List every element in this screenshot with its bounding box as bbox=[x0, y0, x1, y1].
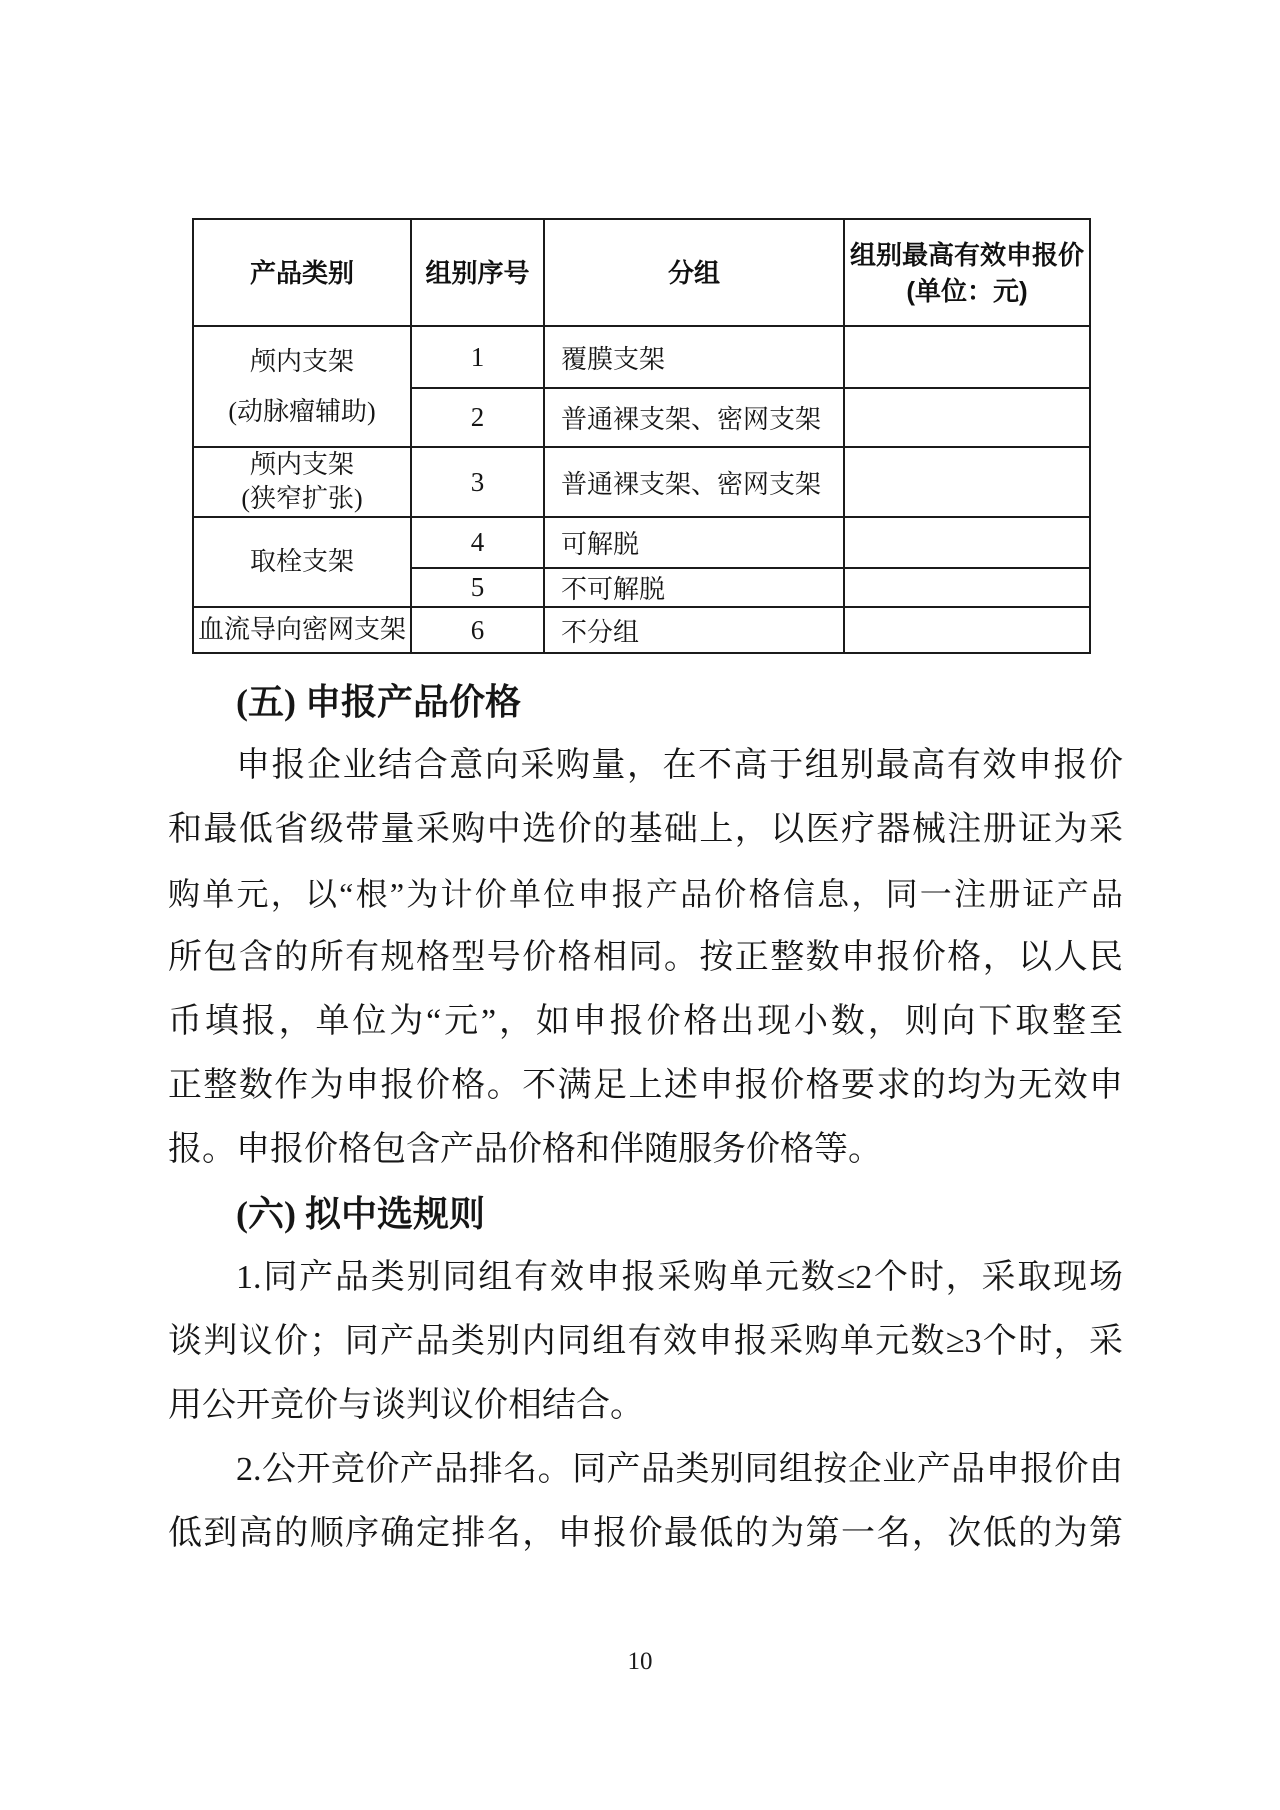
cell-subgroup: 普通裸支架、密网支架 bbox=[544, 447, 844, 517]
cell-category-lines bbox=[194, 329, 410, 445]
cell-category-line1: 颅内支架 bbox=[249, 450, 354, 479]
cell-max-price bbox=[844, 326, 1090, 388]
cell-category-flow-diverter: 血流导向密网支架 bbox=[193, 607, 411, 653]
cell-category-intracranial-aneurysm bbox=[193, 326, 411, 447]
paragraph-line: 谈判议价；同产品类别内同组有效申报采购单元数≥3个时，采 bbox=[168, 1323, 1123, 1360]
section-5-heading: (五) 申报产品价格 bbox=[236, 682, 521, 722]
header-subgroup: 分组 bbox=[544, 219, 844, 326]
cell-group-no: 6 bbox=[411, 607, 544, 653]
cell-group-no: 3 bbox=[411, 447, 544, 517]
cell-max-price bbox=[844, 568, 1090, 607]
paragraph-line: 1.同产品类别同组有效申报采购单元数≤2个时，采取现场 bbox=[236, 1259, 1123, 1296]
cell-group-no: 4 bbox=[411, 517, 544, 568]
table-row bbox=[193, 447, 1090, 517]
table-row bbox=[193, 607, 1090, 653]
paragraph-line: 2.公开竞价产品排名。同产品类别同组按企业产品申报价由 bbox=[236, 1451, 1123, 1488]
paragraph-line: 申报企业结合意向采购量，在不高于组别最高有效申报价 bbox=[236, 747, 1123, 784]
cell-max-price bbox=[844, 607, 1090, 653]
table-row bbox=[193, 326, 1090, 388]
page-number: 10 bbox=[627, 1648, 653, 1675]
header-group-number: 组别序号 bbox=[411, 219, 544, 326]
paragraph-line: 和最低省级带量采购中选价的基础上，以医疗器械注册证为采 bbox=[168, 811, 1123, 848]
section-6-heading: (六) 拟中选规则 bbox=[236, 1194, 485, 1234]
cell-subgroup: 不可解脱 bbox=[544, 568, 844, 607]
paragraph-line: 低到高的顺序确定排名，申报价最低的为第一名，次低的为第 bbox=[168, 1515, 1123, 1552]
paragraph-line: 币填报，单位为“元”，如申报价格出现小数，则向下取整至 bbox=[168, 1003, 1123, 1040]
cell-max-price bbox=[844, 388, 1090, 447]
cell-group-no: 2 bbox=[411, 388, 544, 447]
document-body-text bbox=[168, 670, 1123, 1566]
cell-category-line2: (动脉瘤辅助) bbox=[228, 396, 376, 426]
product-group-table bbox=[192, 218, 1091, 654]
cell-subgroup: 可解脱 bbox=[544, 517, 844, 568]
cell-category-line1: 颅内支架 bbox=[249, 346, 354, 376]
cell-group-no: 1 bbox=[411, 326, 544, 388]
cell-max-price bbox=[844, 447, 1090, 517]
table-row bbox=[193, 517, 1090, 568]
header-product-category: 产品类别 bbox=[193, 219, 411, 326]
header-max-valid-price bbox=[844, 219, 1090, 326]
table-header-row bbox=[193, 219, 1090, 326]
cell-subgroup: 覆膜支架 bbox=[544, 326, 844, 388]
paragraph-line: 购单元，以“根”为计价单位申报产品价格信息，同一注册证产品 bbox=[168, 876, 1123, 912]
cell-subgroup: 普通裸支架、密网支架 bbox=[544, 388, 844, 447]
header-max-valid-price-line1: 组别最高有效申报价 bbox=[849, 239, 1084, 270]
cell-subgroup: 不分组 bbox=[544, 607, 844, 653]
paragraph-line: 用公开竞价与谈判议价相结合。 bbox=[168, 1387, 644, 1424]
cell-group-no: 5 bbox=[411, 568, 544, 607]
cell-category-thrombectomy: 取栓支架 bbox=[193, 517, 411, 607]
cell-category-line2: (狭窄扩张) bbox=[241, 484, 363, 513]
paragraph-line: 所包含的所有规格型号价格相同。按正整数申报价格，以人民 bbox=[168, 939, 1123, 976]
cell-max-price bbox=[844, 517, 1090, 568]
paragraph-line: 正整数作为申报价格。不满足上述申报价格要求的均为无效申 bbox=[168, 1067, 1123, 1104]
cell-category-intracranial-stenosis bbox=[193, 447, 411, 517]
paragraph-line: 报。申报价格包含产品价格和伴随服务价格等。 bbox=[168, 1131, 882, 1168]
header-max-valid-price-line2: (单位：元) bbox=[906, 275, 1028, 306]
